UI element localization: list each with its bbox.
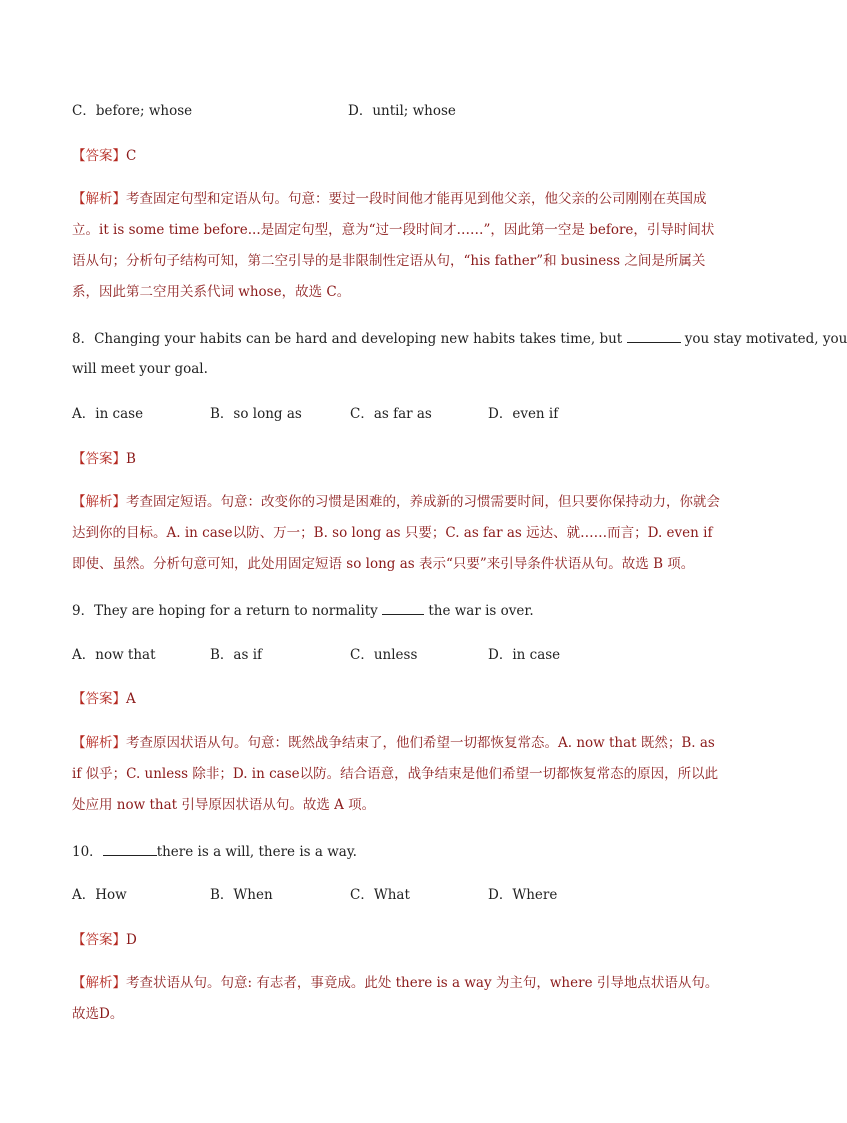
answer-label: 【答案】 — [72, 932, 126, 948]
q10-option-b: B．When — [210, 887, 273, 903]
q10-option-c: C．What — [350, 887, 410, 903]
answer-value: D — [126, 932, 137, 948]
q9-option-b: B．as if — [210, 647, 263, 663]
q7-analysis — [72, 184, 724, 308]
q8-option-c: C．as far as — [350, 406, 432, 422]
q9-option-a: A．now that — [72, 647, 156, 663]
q8-stem-part1: 8．Changing your habits can be hard and developing new habits takes time, but — [72, 331, 627, 347]
answer-label: 【答案】 — [72, 691, 126, 707]
q10-analysis — [72, 968, 724, 1030]
q8-stem-part2: you stay motivated, you — [680, 331, 847, 347]
analysis-text: 考查原因状语从句。句意：既然战争结束了，他们希望一切都恢复常态。A. now that 既然；B. as if 似乎；C. unless 除非；D. in case以防。结合语意，战争结束是他们希望一切都恢复常态的原因，所以此处应用 now that 引导原因状语从句。故选 A 项。 — [72, 735, 719, 813]
q10-option-d: D．Where — [488, 887, 558, 903]
q9-options-row — [72, 645, 722, 665]
q8-blank — [627, 328, 681, 343]
q7-answer — [72, 146, 722, 166]
q8-analysis — [72, 487, 724, 580]
q10-stem — [72, 841, 722, 862]
answer-label: 【答案】 — [72, 451, 126, 467]
analysis-label: 【解析】 — [72, 191, 126, 207]
q9-stem-part1: 9．They are hoping for a return to normality — [72, 603, 383, 619]
q8-stem-line1 — [72, 328, 847, 349]
analysis-label: 【解析】 — [72, 735, 126, 751]
q10-stem-part2: there is a will, there is a way. — [156, 844, 357, 860]
analysis-label: 【解析】 — [72, 975, 126, 991]
q8-option-a: A．in case — [72, 406, 144, 422]
q9-stem — [72, 600, 722, 621]
q8-options-row — [72, 404, 722, 424]
q10-stem-part1: 10． — [72, 844, 103, 860]
q7-option-d: D．until; whose — [348, 103, 456, 119]
q9-option-c: C．unless — [350, 647, 418, 663]
q9-stem-part2: the war is over. — [424, 603, 534, 619]
q8-stem-line2: will meet your goal. — [72, 361, 208, 377]
q8-option-d: D．even if — [488, 406, 559, 422]
q8-option-b: B．so long as — [210, 406, 302, 422]
q10-option-a: A．How — [72, 887, 127, 903]
q9-blank — [382, 600, 424, 615]
q9-answer — [72, 689, 722, 709]
q7-options-row — [72, 101, 722, 121]
answer-label: 【答案】 — [72, 148, 126, 164]
q9-option-d: D．in case — [488, 647, 561, 663]
q10-answer — [72, 930, 722, 950]
answer-value: A — [126, 691, 136, 707]
q7-option-c: C．before; whose — [72, 103, 193, 119]
analysis-label: 【解析】 — [72, 494, 126, 510]
analysis-text: 考查状语从句。句意: 有志者，事竟成。此处 there is a way 为主句，where 引导地点状语从句。故选D。 — [72, 975, 719, 1022]
answer-value: B — [126, 451, 136, 467]
q10-options-row — [72, 885, 722, 905]
q9-analysis — [72, 728, 724, 821]
analysis-text: 考查固定短语。句意：改变你的习惯是困难的，养成新的习惯需要时间，但只要你保持动力，你就会达到你的目标。A. in case以防、万一；B. so long as 只要；C. as far as 远达、就……而言；D. even if 即使、虽然。分析句意可知，此处用固定短语 so long as 表示“只要”来引导条件状语从句。故选 B 项。 — [72, 494, 720, 572]
answer-value: C — [126, 148, 137, 164]
analysis-text: 考查固定句型和定语从句。句意：要过一段时间他才能再见到他父亲，他父亲的公司刚刚在英国成立。it is some time before...是固定句型，意为“过一段时间才……”，因此第一空是 before，引导时间状语从句；分析句子结构可知，第二空引导的是非限制性定语从句，“his father”和 business 之间是所属关系，因此第二空用关系代词 whose，故选 C。 — [72, 191, 715, 300]
q10-blank — [103, 841, 157, 856]
q8-answer — [72, 449, 722, 469]
